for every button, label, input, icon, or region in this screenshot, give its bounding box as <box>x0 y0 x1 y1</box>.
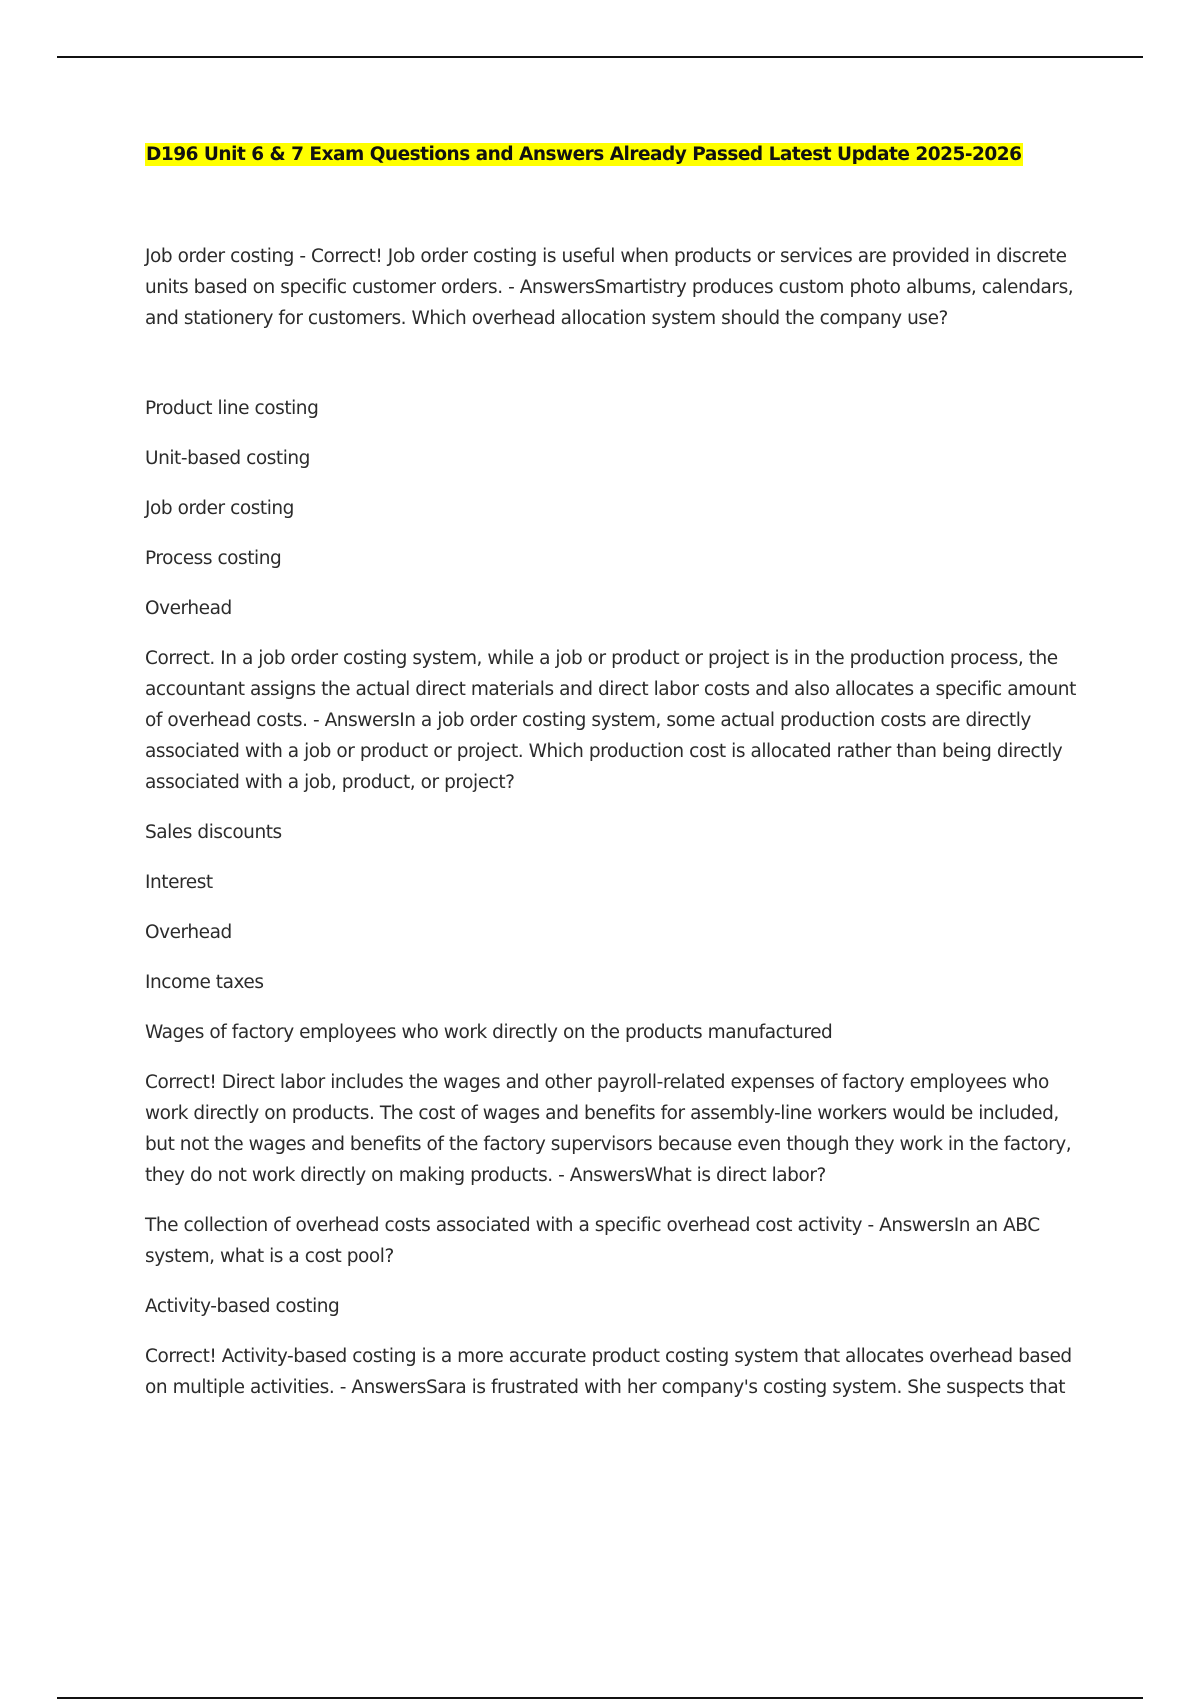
paragraph: Job order costing - Correct! Job order costing is useful when products or services are provided in discrete units based on specific customer orders. - AnswersSmartistry produces custom photo albums, calendars, and stationery for customers. Which overhead allocation system should the company use? <box>145 246 1074 329</box>
paragraph: Sales discounts <box>145 822 282 843</box>
paragraph: Activity-based costing <box>145 1296 340 1317</box>
paragraph: Income taxes <box>145 972 264 993</box>
document-title <box>145 142 1090 168</box>
paragraph: Wages of factory employees who work directly on the products manufactured <box>145 1022 833 1043</box>
paragraph: Process costing <box>145 548 282 569</box>
paragraph: The collection of overhead costs associated with a specific overhead cost activity - AnswersIn an ABC system, what is a cost pool? <box>145 1215 1040 1267</box>
paragraph: Correct! Activity-based costing is a more accurate product costing system that allocates overhead based on multiple activities. - AnswersSara is frustrated with her company's costing system. She suspects that <box>145 1346 1072 1398</box>
document-page <box>145 142 1090 1422</box>
paragraph: Correct! Direct labor includes the wages and other payroll-related expenses of factory employees who work directly on products. The cost of wages and benefits for assembly-line workers would be included, but not the wages and benefits of the factory supervisors because even though they work in the factory, they do not work directly on making products. - AnswersWhat is direct labor? <box>145 1072 1072 1186</box>
paragraph: Product line costing <box>145 398 319 419</box>
footer-rule <box>57 1697 1143 1699</box>
header-rule <box>57 56 1143 58</box>
paragraph: Correct. In a job order costing system, while a job or product or project is in the production process, the accountant assigns the actual direct materials and direct labor costs and also allocates a specific amount of overhead costs. - AnswersIn a job order costing system, some actual production costs are directly associated with a job or product or project. Which production cost is allocated rather than being directly associated with a job, product, or project? <box>145 648 1076 793</box>
document-title-text: D196 Unit 6 & 7 Exam Questions and Answers Already Passed Latest Update 2025-2026 <box>146 144 1022 165</box>
document-body <box>145 241 1090 1403</box>
paragraph: Job order costing <box>145 498 294 519</box>
paragraph: Overhead <box>145 922 232 943</box>
paragraph: Overhead <box>145 598 232 619</box>
paragraph: Interest <box>145 872 213 893</box>
paragraph: Unit-based costing <box>145 448 310 469</box>
